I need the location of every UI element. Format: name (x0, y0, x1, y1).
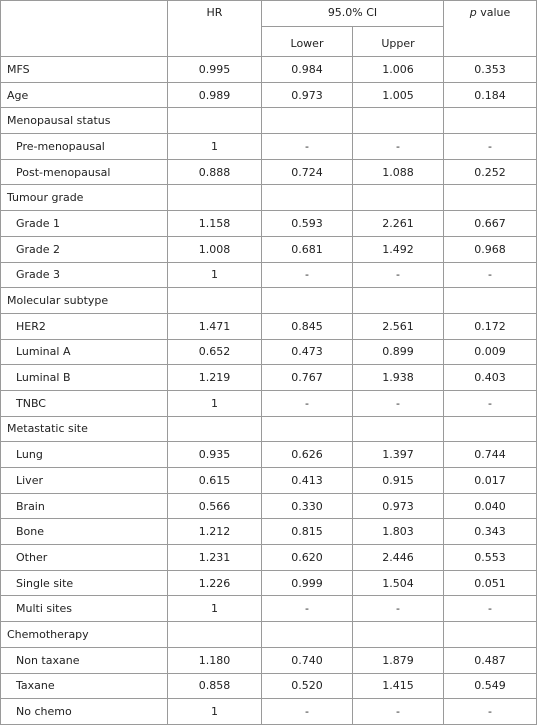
row-label: Menopausal status (1, 108, 168, 134)
row-ci-upper (353, 622, 444, 648)
header-hr: HR (168, 1, 262, 57)
row-ci-upper: 0.899 (353, 339, 444, 365)
row-ci-upper (353, 416, 444, 442)
row-hr: 0.995 (168, 57, 262, 83)
table-row (1, 108, 537, 134)
row-p-value: 0.487 (444, 647, 537, 673)
row-hr: 1 (168, 134, 262, 160)
table-body (1, 57, 537, 725)
table-row (1, 468, 537, 494)
row-hr: 1.219 (168, 365, 262, 391)
row-p-value: - (444, 596, 537, 622)
row-p-value: - (444, 390, 537, 416)
row-p-value: 0.549 (444, 673, 537, 699)
row-label: Bone (1, 519, 168, 545)
table-row (1, 211, 537, 237)
table-row (1, 236, 537, 262)
row-p-value: 0.017 (444, 468, 537, 494)
row-hr: 1.231 (168, 545, 262, 571)
row-ci-lower: - (262, 699, 353, 725)
row-p-value (444, 622, 537, 648)
row-p-value: - (444, 699, 537, 725)
row-ci-upper: 1.504 (353, 570, 444, 596)
row-ci-lower (262, 288, 353, 314)
row-ci-lower: - (262, 390, 353, 416)
row-hr: 1 (168, 699, 262, 725)
row-ci-upper (353, 108, 444, 134)
row-ci-upper: 0.915 (353, 468, 444, 494)
table-row (1, 339, 537, 365)
row-label: Chemotherapy (1, 622, 168, 648)
row-ci-lower (262, 185, 353, 211)
row-hr: 1 (168, 596, 262, 622)
row-ci-lower: 0.845 (262, 313, 353, 339)
header-p-rest: value (476, 6, 511, 19)
row-ci-upper (353, 185, 444, 211)
row-label: Luminal B (1, 365, 168, 391)
row-label: Tumour grade (1, 185, 168, 211)
row-ci-lower: 0.593 (262, 211, 353, 237)
row-label: Liver (1, 468, 168, 494)
row-hr: 0.615 (168, 468, 262, 494)
row-p-value: 0.252 (444, 159, 537, 185)
table-row (1, 262, 537, 288)
row-ci-upper: 1.938 (353, 365, 444, 391)
row-label: No chemo (1, 699, 168, 725)
row-ci-lower: 0.724 (262, 159, 353, 185)
row-ci-upper: - (353, 699, 444, 725)
row-label: Multi sites (1, 596, 168, 622)
row-ci-upper: 1.397 (353, 442, 444, 468)
header-upper: Upper (353, 27, 444, 57)
row-label: MFS (1, 57, 168, 83)
row-ci-lower (262, 622, 353, 648)
table-row (1, 313, 537, 339)
row-label: HER2 (1, 313, 168, 339)
row-p-value (444, 416, 537, 442)
row-ci-upper: 0.973 (353, 493, 444, 519)
row-hr (168, 416, 262, 442)
table-row (1, 185, 537, 211)
table-row (1, 570, 537, 596)
table-row (1, 82, 537, 108)
row-p-value: 0.051 (444, 570, 537, 596)
header-p-italic: p (469, 6, 477, 19)
row-ci-lower: 0.330 (262, 493, 353, 519)
row-label: Pre-menopausal (1, 134, 168, 160)
row-ci-lower: 0.681 (262, 236, 353, 262)
table-row (1, 545, 537, 571)
header-lower: Lower (262, 27, 353, 57)
row-p-value: 0.553 (444, 545, 537, 571)
table-row (1, 159, 537, 185)
row-p-value: 0.343 (444, 519, 537, 545)
row-label: Other (1, 545, 168, 571)
row-p-value (444, 288, 537, 314)
row-p-value: 0.968 (444, 236, 537, 262)
row-ci-lower: - (262, 262, 353, 288)
row-label: Molecular subtype (1, 288, 168, 314)
header-variable (1, 1, 168, 57)
row-label: Lung (1, 442, 168, 468)
row-ci-lower: 0.815 (262, 519, 353, 545)
row-hr: 0.652 (168, 339, 262, 365)
row-ci-lower: 0.984 (262, 57, 353, 83)
row-ci-upper: 1.492 (353, 236, 444, 262)
row-p-value: 0.172 (444, 313, 537, 339)
table-row (1, 596, 537, 622)
row-ci-upper: 1.006 (353, 57, 444, 83)
row-ci-upper: 1.005 (353, 82, 444, 108)
row-ci-upper: 2.561 (353, 313, 444, 339)
row-label: Age (1, 82, 168, 108)
row-label: Grade 1 (1, 211, 168, 237)
row-hr: 1.212 (168, 519, 262, 545)
row-ci-upper: 1.415 (353, 673, 444, 699)
row-hr: 0.888 (168, 159, 262, 185)
row-label: Luminal A (1, 339, 168, 365)
table-row (1, 519, 537, 545)
row-p-value: 0.667 (444, 211, 537, 237)
row-hr: 0.858 (168, 673, 262, 699)
row-ci-lower: 0.740 (262, 647, 353, 673)
row-p-value: 0.744 (444, 442, 537, 468)
table-row (1, 390, 537, 416)
row-p-value: - (444, 134, 537, 160)
row-ci-lower: 0.473 (262, 339, 353, 365)
table-row (1, 288, 537, 314)
table-row (1, 622, 537, 648)
row-hr: 1.226 (168, 570, 262, 596)
row-hr (168, 108, 262, 134)
row-ci-lower: - (262, 596, 353, 622)
row-ci-lower: 0.626 (262, 442, 353, 468)
table-row (1, 673, 537, 699)
table-row (1, 57, 537, 83)
row-hr: 0.989 (168, 82, 262, 108)
row-ci-lower: 0.767 (262, 365, 353, 391)
row-label: Single site (1, 570, 168, 596)
row-p-value: - (444, 262, 537, 288)
row-label: Metastatic site (1, 416, 168, 442)
row-ci-upper: - (353, 390, 444, 416)
row-ci-upper: 1.803 (353, 519, 444, 545)
row-ci-upper: 2.261 (353, 211, 444, 237)
row-hr (168, 185, 262, 211)
row-ci-upper: - (353, 262, 444, 288)
header-row-1 (1, 1, 537, 27)
row-ci-lower (262, 108, 353, 134)
row-hr: 1 (168, 262, 262, 288)
row-label: Non taxane (1, 647, 168, 673)
row-hr (168, 288, 262, 314)
table-row (1, 416, 537, 442)
row-label: Grade 3 (1, 262, 168, 288)
row-p-value: 0.184 (444, 82, 537, 108)
row-hr: 0.566 (168, 493, 262, 519)
row-p-value (444, 108, 537, 134)
table-row (1, 647, 537, 673)
row-label: Grade 2 (1, 236, 168, 262)
row-p-value: 0.040 (444, 493, 537, 519)
row-hr: 1.180 (168, 647, 262, 673)
table-row (1, 442, 537, 468)
row-p-value: 0.353 (444, 57, 537, 83)
row-ci-upper: 1.879 (353, 647, 444, 673)
row-ci-lower (262, 416, 353, 442)
row-ci-lower: - (262, 134, 353, 160)
row-ci-lower: 0.520 (262, 673, 353, 699)
row-label: Taxane (1, 673, 168, 699)
table-row (1, 134, 537, 160)
table-row (1, 365, 537, 391)
row-label: TNBC (1, 390, 168, 416)
row-p-value (444, 185, 537, 211)
row-hr (168, 622, 262, 648)
row-ci-lower: 0.999 (262, 570, 353, 596)
row-ci-upper: - (353, 134, 444, 160)
row-label: Brain (1, 493, 168, 519)
row-ci-upper: 1.088 (353, 159, 444, 185)
row-p-value: 0.403 (444, 365, 537, 391)
row-p-value: 0.009 (444, 339, 537, 365)
row-hr: 1 (168, 390, 262, 416)
row-ci-upper: 2.446 (353, 545, 444, 571)
row-hr: 1.008 (168, 236, 262, 262)
row-ci-lower: 0.620 (262, 545, 353, 571)
header-ci: 95.0% CI (262, 1, 444, 27)
row-label: Post-menopausal (1, 159, 168, 185)
table-row (1, 493, 537, 519)
row-hr: 1.471 (168, 313, 262, 339)
row-ci-lower: 0.413 (262, 468, 353, 494)
row-ci-lower: 0.973 (262, 82, 353, 108)
row-hr: 0.935 (168, 442, 262, 468)
row-hr: 1.158 (168, 211, 262, 237)
row-ci-upper: - (353, 596, 444, 622)
header-p-value (444, 1, 537, 57)
table-row (1, 699, 537, 725)
row-ci-upper (353, 288, 444, 314)
